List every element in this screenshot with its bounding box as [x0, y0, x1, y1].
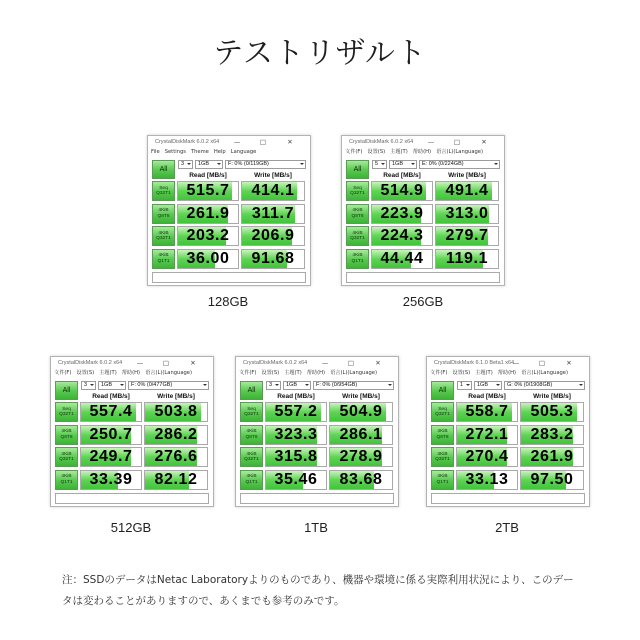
result-row [427, 470, 589, 490]
row-label-top: 4KiB [437, 429, 448, 435]
row-label-bottom: Q32T1 [156, 236, 171, 241]
result-row [342, 181, 504, 201]
run-4kib-q8t8-button[interactable] [55, 425, 78, 445]
all-button[interactable]: All [152, 160, 175, 179]
row-label-bottom: Q32T1 [244, 412, 259, 417]
menu-help[interactable]: 帮助(H) [497, 370, 517, 376]
read-result [456, 470, 518, 490]
drive-value: F: 0% (0/954GB) [316, 382, 358, 388]
test-count-select[interactable] [266, 381, 281, 390]
row-label-top: 4KiB [437, 474, 448, 480]
read-value: 223.9 [380, 204, 424, 222]
write-header: Write [MB/s] [254, 172, 292, 179]
test-count-select[interactable] [372, 160, 387, 169]
menu-file[interactable]: 文件(F) [54, 370, 72, 376]
chevron-down-icon [217, 163, 221, 165]
result-row [51, 402, 213, 422]
status-bar [55, 493, 209, 504]
read-value: 515.7 [186, 182, 230, 199]
test-count-value: 3 [181, 161, 185, 167]
write-result [435, 204, 499, 224]
row-label-bottom: Q32T1 [59, 412, 74, 417]
disclaimer-note: 注：SSDのデータはNetac Laboratoryよりのものであり、機器や環境に係る実際利用状況により、このデータは変わることがありますので、あくまでも参考のみです。 [62, 574, 574, 607]
result-row [342, 204, 504, 224]
cdm-window-512gb [50, 356, 214, 507]
test-size-value: 1GB [286, 382, 298, 388]
row-label-bottom: Q1T1 [60, 479, 73, 485]
read-value: 272.1 [465, 425, 509, 443]
read-value: 203.2 [186, 227, 230, 244]
all-button[interactable]: All [431, 381, 454, 400]
row-label-top: 4KiB [61, 474, 72, 480]
write-result [520, 402, 584, 422]
read-result [265, 402, 327, 422]
write-value: 313.0 [445, 204, 489, 222]
write-result [435, 226, 499, 246]
write-value: 206.9 [251, 227, 295, 244]
row-label-top: Seq [247, 406, 256, 412]
test-count-value: 3 [84, 382, 88, 388]
read-value: 557.4 [89, 403, 133, 420]
write-value: 261.9 [530, 448, 574, 465]
run-seq-q32t1-button[interactable] [55, 402, 78, 422]
run-4kib-q8t8-button[interactable] [240, 425, 263, 445]
result-row [51, 470, 213, 490]
write-value: 491.4 [445, 182, 489, 199]
row-label-bottom: Q32T1 [435, 457, 450, 462]
write-header: Write [MB/s] [157, 393, 195, 400]
write-result [241, 226, 305, 246]
maximize-icon[interactable]: □ [538, 359, 546, 367]
menu-theme[interactable]: 主题(T) [284, 370, 302, 376]
run-4kib-q32t1-button[interactable] [240, 447, 263, 467]
title-bar[interactable] [236, 357, 398, 369]
run-4kib-q8t8-button[interactable] [346, 204, 369, 224]
capacity-label: 256GB [402, 294, 444, 309]
row-label-top: 4KiB [246, 474, 257, 480]
row-label-bottom: Q32T1 [59, 457, 74, 462]
title-bar[interactable] [427, 357, 589, 369]
chevron-down-icon [381, 163, 385, 165]
read-result [80, 470, 142, 490]
maximize-icon[interactable]: □ [259, 138, 267, 146]
menu-file[interactable]: 文件(F) [430, 370, 448, 376]
write-result [144, 447, 208, 467]
row-label-bottom: Q1T1 [157, 258, 170, 264]
write-result [144, 425, 208, 445]
write-value: 91.68 [251, 249, 295, 267]
read-header: Read [MB/s] [92, 393, 130, 400]
read-value: 224.3 [380, 227, 424, 244]
read-value: 36.00 [186, 249, 230, 267]
read-result [371, 181, 433, 201]
row-label-bottom: Q8T8 [245, 434, 258, 440]
chevron-down-icon [494, 163, 498, 165]
menu-theme[interactable]: 主题(T) [390, 149, 408, 155]
row-label-top: 4KiB [437, 451, 448, 457]
drive-select[interactable] [419, 160, 500, 169]
result-row [427, 425, 589, 445]
cdm-window-2tb [426, 356, 590, 507]
menu-theme[interactable]: 主题(T) [99, 370, 117, 376]
read-value: 250.7 [89, 425, 133, 443]
read-result [456, 447, 518, 467]
menu-bar [151, 148, 256, 157]
write-result [435, 181, 499, 201]
result-row [148, 204, 310, 224]
chevron-down-icon [275, 384, 279, 386]
write-value: 83.68 [339, 470, 383, 488]
menu-language[interactable]: Language [230, 149, 257, 155]
window-title: CrystalDiskMark 6.0.2 x64 [349, 139, 414, 145]
test-size-select[interactable] [98, 381, 126, 390]
read-result [371, 204, 433, 224]
status-bar [240, 493, 394, 504]
write-value: 286.1 [339, 425, 383, 443]
menu-bar [430, 369, 568, 378]
result-row [148, 226, 310, 246]
title-bar[interactable] [342, 136, 504, 148]
result-row [236, 425, 398, 445]
chevron-down-icon [388, 384, 392, 386]
read-value: 315.8 [274, 448, 318, 465]
read-value: 514.9 [380, 182, 424, 199]
maximize-icon[interactable]: □ [453, 138, 461, 146]
menu-help[interactable]: 帮助(H) [412, 149, 432, 155]
test-count-select[interactable] [81, 381, 96, 390]
row-label-top: 4KiB [352, 208, 363, 214]
write-value: 286.2 [154, 425, 198, 443]
all-button[interactable]: All [55, 381, 78, 400]
row-label-bottom: Q8T8 [351, 213, 364, 219]
capacity-label: 128GB [207, 294, 249, 309]
write-result [144, 470, 208, 490]
write-result [241, 204, 305, 224]
drive-value: E: 0% (0/224GB) [422, 161, 464, 167]
chevron-down-icon [466, 384, 470, 386]
result-row [427, 447, 589, 467]
menu-language[interactable]: 语言(L)(Language) [330, 370, 378, 376]
row-label-bottom: Q32T1 [350, 236, 365, 241]
drive-value: G: 0% (0/1908GB) [507, 382, 553, 388]
write-value: 414.1 [251, 182, 295, 199]
menu-file[interactable]: File [151, 149, 160, 155]
status-bar [152, 272, 306, 283]
read-value: 557.2 [274, 403, 318, 420]
write-result [435, 249, 499, 269]
menu-help[interactable]: Help [213, 149, 226, 155]
write-result [329, 402, 393, 422]
result-row [342, 226, 504, 246]
write-value: 503.8 [154, 403, 198, 420]
read-result [265, 425, 327, 445]
chevron-down-icon [496, 384, 500, 386]
row-label-top: 4KiB [352, 253, 363, 259]
result-row [148, 181, 310, 201]
result-row [148, 249, 310, 269]
row-label-bottom: Q1T1 [351, 258, 364, 264]
capacity-label: 1TB [304, 520, 328, 535]
row-label-bottom: Q8T8 [60, 434, 73, 440]
test-size-value: 1GB [392, 161, 404, 167]
run-4kib-q8t8-button[interactable] [152, 204, 175, 224]
test-size-value: 1GB [477, 382, 489, 388]
run-4kib-q32t1-button[interactable] [346, 226, 369, 246]
read-value: 44.44 [380, 249, 424, 267]
write-result [329, 470, 393, 490]
read-value: 249.7 [89, 448, 133, 465]
write-header: Write [MB/s] [342, 393, 380, 400]
chevron-down-icon [300, 163, 304, 165]
result-row [236, 447, 398, 467]
row-label-top: 4KiB [246, 451, 257, 457]
menu-theme[interactable]: Theme [190, 149, 209, 155]
run-4kib-q1t1-button[interactable] [240, 470, 263, 490]
result-row [342, 249, 504, 269]
run-4kib-q32t1-button[interactable] [152, 226, 175, 246]
row-label-bottom: Q32T1 [244, 457, 259, 462]
test-size-value: 1GB [198, 161, 210, 167]
row-label-top: 4KiB [61, 429, 72, 435]
chevron-down-icon [305, 384, 309, 386]
row-label-top: 4KiB [246, 429, 257, 435]
write-result [241, 181, 305, 201]
write-value: 278.9 [339, 448, 383, 465]
read-value: 270.4 [465, 448, 509, 465]
read-result [177, 204, 239, 224]
row-label-bottom: Q32T1 [350, 191, 365, 196]
read-header: Read [MB/s] [468, 393, 506, 400]
test-count-value: 5 [375, 161, 379, 167]
window-title: CrystalDiskMark 6.0.2 x64 [58, 360, 123, 366]
drive-select[interactable] [128, 381, 209, 390]
run-4kib-q1t1-button[interactable] [346, 249, 369, 269]
close-icon[interactable]: ✕ [287, 138, 293, 146]
menu-bar [345, 148, 483, 157]
run-seq-q32t1-button[interactable] [346, 181, 369, 201]
read-result [456, 402, 518, 422]
test-size-select[interactable] [283, 381, 311, 390]
write-result [520, 425, 584, 445]
run-4kib-q1t1-button[interactable] [55, 470, 78, 490]
row-label-bottom: Q1T1 [245, 479, 258, 485]
row-label-top: 4KiB [158, 253, 169, 259]
write-result [329, 447, 393, 467]
run-seq-q32t1-button[interactable] [431, 402, 454, 422]
test-count-value: 3 [269, 382, 273, 388]
close-icon[interactable]: ✕ [375, 359, 381, 367]
menu-theme[interactable]: 主题(T) [475, 370, 493, 376]
read-result [265, 447, 327, 467]
write-value: 505.3 [530, 403, 574, 420]
minimize-icon[interactable]: — [321, 359, 329, 367]
menu-settings[interactable]: 设置(S) [76, 370, 95, 376]
menu-settings[interactable]: 设置(S) [452, 370, 471, 376]
chevron-down-icon [187, 163, 191, 165]
page-title: テストリザルト [213, 36, 427, 71]
menu-settings[interactable]: 设置(S) [261, 370, 280, 376]
result-row [236, 402, 398, 422]
menu-language[interactable]: 语言(L)(Language) [521, 370, 569, 376]
run-4kib-q1t1-button[interactable] [431, 470, 454, 490]
menu-settings[interactable]: Settings [164, 149, 186, 155]
chevron-down-icon [579, 384, 583, 386]
chevron-down-icon [411, 163, 415, 165]
row-label-top: Seq [438, 406, 447, 412]
chevron-down-icon [120, 384, 124, 386]
close-icon[interactable]: ✕ [481, 138, 487, 146]
read-result [456, 425, 518, 445]
result-row [51, 447, 213, 467]
read-header: Read [MB/s] [189, 172, 227, 179]
test-count-value: 1 [460, 382, 464, 388]
minimize-icon[interactable]: — [512, 359, 520, 367]
write-header: Write [MB/s] [448, 172, 486, 179]
minimize-icon[interactable]: — [427, 138, 435, 146]
row-label-bottom: Q1T1 [436, 479, 449, 485]
read-header: Read [MB/s] [277, 393, 315, 400]
all-button[interactable]: All [346, 160, 369, 179]
window-title: CrystalDiskMark 6.0.2 x64 [243, 360, 308, 366]
capacity-label: 2TB [495, 520, 519, 535]
run-4kib-q8t8-button[interactable] [431, 425, 454, 445]
result-row [427, 402, 589, 422]
read-result [371, 226, 433, 246]
run-4kib-q32t1-button[interactable] [431, 447, 454, 467]
read-value: 558.7 [465, 403, 509, 420]
read-value: 323.3 [274, 425, 318, 443]
maximize-icon[interactable]: □ [347, 359, 355, 367]
row-label-top: 4KiB [158, 230, 169, 236]
chevron-down-icon [90, 384, 94, 386]
run-seq-q32t1-button[interactable] [240, 402, 263, 422]
run-4kib-q1t1-button[interactable] [152, 249, 175, 269]
row-label-bottom: Q32T1 [435, 412, 450, 417]
row-label-top: Seq [353, 185, 362, 191]
run-seq-q32t1-button[interactable] [152, 181, 175, 201]
read-header: Read [MB/s] [383, 172, 421, 179]
row-label-top: Seq [62, 406, 71, 412]
menu-language[interactable]: 语言(L)(Language) [436, 149, 484, 155]
drive-value: F: 0% (0/477GB) [131, 382, 173, 388]
menu-file[interactable]: 文件(F) [239, 370, 257, 376]
write-result [241, 249, 305, 269]
write-result [144, 402, 208, 422]
read-value: 261.9 [186, 204, 230, 222]
read-result [80, 425, 142, 445]
drive-value: F: 0% (0/119GB) [228, 161, 269, 167]
status-bar [431, 493, 585, 504]
row-label-top: 4KiB [158, 208, 169, 214]
window-title: CrystalDiskMark 6.0.2 x64 [155, 139, 220, 145]
test-count-select[interactable] [178, 160, 193, 169]
read-value: 33.13 [465, 470, 509, 488]
minimize-icon[interactable]: — [136, 359, 144, 367]
read-result [265, 470, 327, 490]
test-count-select[interactable] [457, 381, 472, 390]
title-bar[interactable] [148, 136, 310, 148]
menu-help[interactable]: 帮助(H) [121, 370, 141, 376]
write-value: 504.9 [339, 403, 383, 420]
drive-select[interactable] [313, 381, 394, 390]
chevron-down-icon [203, 384, 207, 386]
menu-file[interactable]: 文件(F) [345, 149, 363, 155]
write-value: 276.6 [154, 448, 198, 465]
test-size-value: 1GB [101, 382, 113, 388]
drive-select[interactable] [504, 381, 585, 390]
row-label-bottom: Q8T8 [436, 434, 449, 440]
read-value: 33.39 [89, 470, 133, 488]
run-4kib-q32t1-button[interactable] [55, 447, 78, 467]
write-value: 97.50 [530, 470, 574, 488]
read-value: 35.46 [274, 470, 318, 488]
menu-language[interactable]: 语言(L)(Language) [145, 370, 193, 376]
test-size-select[interactable] [195, 160, 223, 169]
write-value: 279.7 [445, 227, 489, 244]
read-result [177, 181, 239, 201]
close-icon[interactable]: ✕ [566, 359, 572, 367]
menu-help[interactable]: 帮助(H) [306, 370, 326, 376]
result-row [236, 470, 398, 490]
all-button[interactable]: All [240, 381, 263, 400]
row-label-top: Seq [159, 185, 168, 191]
write-result [520, 470, 584, 490]
cdm-window-1tb [235, 356, 399, 507]
minimize-icon[interactable]: — [233, 138, 241, 146]
cdm-window-128gb [147, 135, 311, 286]
menu-bar [239, 369, 377, 378]
test-size-select[interactable] [474, 381, 502, 390]
row-label-top: 4KiB [61, 451, 72, 457]
result-row [51, 425, 213, 445]
write-value: 311.7 [251, 204, 295, 222]
write-header: Write [MB/s] [533, 393, 571, 400]
write-value: 82.12 [154, 470, 198, 488]
row-label-bottom: Q8T8 [157, 213, 170, 219]
row-label-bottom: Q32T1 [156, 191, 171, 196]
write-result [329, 425, 393, 445]
write-value: 283.2 [530, 425, 574, 443]
row-label-top: 4KiB [352, 230, 363, 236]
write-result [520, 447, 584, 467]
window-title: CrystalDiskMark 6.1.0 Beta1 x64 [434, 360, 515, 366]
drive-select[interactable] [225, 160, 306, 169]
read-result [80, 447, 142, 467]
cdm-window-256gb [341, 135, 505, 286]
read-result [177, 249, 239, 269]
menu-settings[interactable]: 设置(S) [367, 149, 386, 155]
capacity-label: 512GB [110, 520, 152, 535]
read-result [371, 249, 433, 269]
menu-bar [54, 369, 192, 378]
read-result [80, 402, 142, 422]
write-value: 119.1 [445, 249, 489, 267]
close-icon[interactable]: ✕ [190, 359, 196, 367]
test-size-select[interactable] [389, 160, 417, 169]
maximize-icon[interactable]: □ [162, 359, 170, 367]
status-bar [346, 272, 500, 283]
read-result [177, 226, 239, 246]
title-bar[interactable] [51, 357, 213, 369]
